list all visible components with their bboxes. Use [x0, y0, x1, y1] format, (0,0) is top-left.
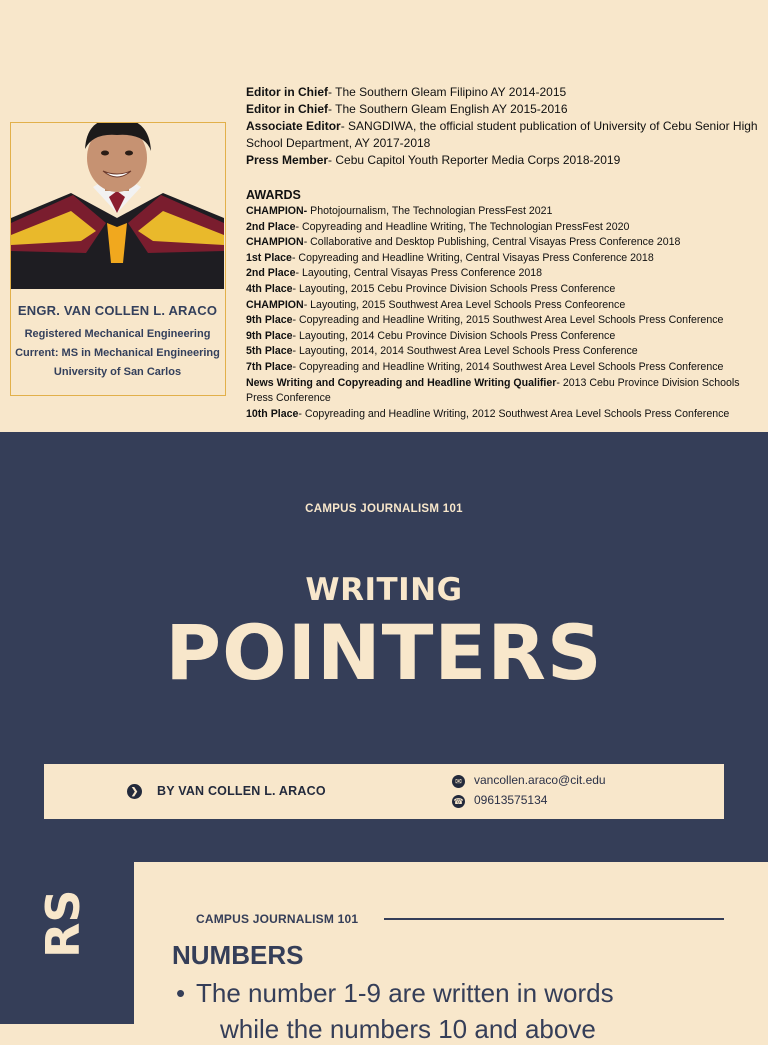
award-item: 2nd Place- Layouting, Central Visayas Press Conference 2018 — [246, 267, 543, 280]
award-item: 4th Place- Layouting, 2015 Cebu Province Division Schools Press Conference — [246, 282, 616, 295]
award-item: 9th Place- Layouting, 2014 Cebu Province Division Schools Press Conference — [246, 329, 616, 342]
bullet-continuation: while the numbers 10 and above — [220, 1014, 596, 1044]
credential-item: Press Member- Cebu Capitol Youth Reporter Media Corps 2018-2019 — [246, 153, 621, 167]
arrow-right-icon: ❯ — [127, 784, 142, 799]
award-item: CHAMPION- Collaborative and Desktop Publishing, Central Visayas Press Conference 2018 — [246, 236, 681, 249]
email-icon: ✉ — [452, 775, 465, 788]
bullet-item: • The number 1-9 are written in words — [176, 978, 614, 1008]
profile-card — [10, 122, 226, 396]
profile-university: University of San Carlos — [53, 366, 182, 378]
cover-title-small: WRITING — [305, 572, 463, 608]
award-item: 5th Place- Layouting, 2014, 2014 Southwest Area Level Schools Press Conference — [246, 345, 638, 358]
numbers-kicker: CAMPUS JOURNALISM 101 — [196, 912, 359, 926]
award-item: CHAMPION- Layouting, 2015 Southwest Area Level Schools Press Confeorence — [246, 298, 626, 311]
profile-current-study: Current: MS in Mechanical Engineering — [15, 347, 220, 359]
awards-heading: AWARDS — [246, 188, 301, 202]
award-item: 7th Place- Copyreading and Headline Writing, 2014 Southwest Area Level Schools Press Conference — [246, 360, 724, 373]
profile-license: Registered Mechanical Engineering — [24, 328, 211, 340]
credential-item: Editor in Chief- The Southern Gleam English AY 2015-2016 — [246, 102, 568, 116]
awards-list — [246, 204, 764, 422]
numbers-heading: NUMBERS — [172, 940, 304, 970]
award-item: 2nd Place- Copyreading and Headline Writing, The Technologian PressFest 2020 — [246, 220, 630, 233]
award-item: News Writing and Copyreading and Headline Writing Qualifier- 2013 Cebu Province Division Schools Press Conference — [246, 376, 740, 405]
byline-bar — [44, 764, 724, 819]
profile-name: ENGR. VAN COLLEN L. ARACO — [17, 303, 218, 318]
cover-kicker: CAMPUS JOURNALISM 101 — [305, 503, 463, 515]
side-vertical-text: RS — [36, 889, 90, 958]
award-item: 9th Place- Copyreading and Headline Writing, 2015 Southwest Area Level Schools Press Conference — [246, 314, 724, 327]
award-item: 10th Place- Copyreading and Headline Writing, 2012 Southwest Area Level Schools Press Conference — [246, 407, 730, 420]
phone-number: 09613575134 — [474, 793, 548, 807]
divider-line — [384, 918, 724, 920]
credentials-list — [246, 84, 762, 169]
byline: BY VAN COLLEN L. ARACO — [157, 784, 326, 798]
cover-title-big: POINTERS — [165, 608, 603, 697]
award-item: 1st Place- Copyreading and Headline Writing, Central Visayas Press Conference 2018 — [246, 251, 654, 264]
award-item: CHAMPION- Photojournalism, The Technologian PressFest 2021 — [246, 205, 553, 217]
numbers-page — [134, 862, 768, 1044]
credential-item: Editor in Chief- The Southern Gleam Filipino AY 2014-2015 — [246, 85, 567, 99]
profile-photo — [11, 123, 224, 289]
phone-icon: ☎ — [453, 797, 464, 806]
profile-page — [0, 0, 768, 432]
bullet-dot-icon: • — [176, 978, 186, 1008]
credential-item: Associate Editor- SANGDIWA, the official student publication of University of Cebu Senior High School Department, AY 2017-2018 — [246, 119, 758, 150]
email-link[interactable]: vancollen.araco@cit.edu — [474, 773, 606, 787]
